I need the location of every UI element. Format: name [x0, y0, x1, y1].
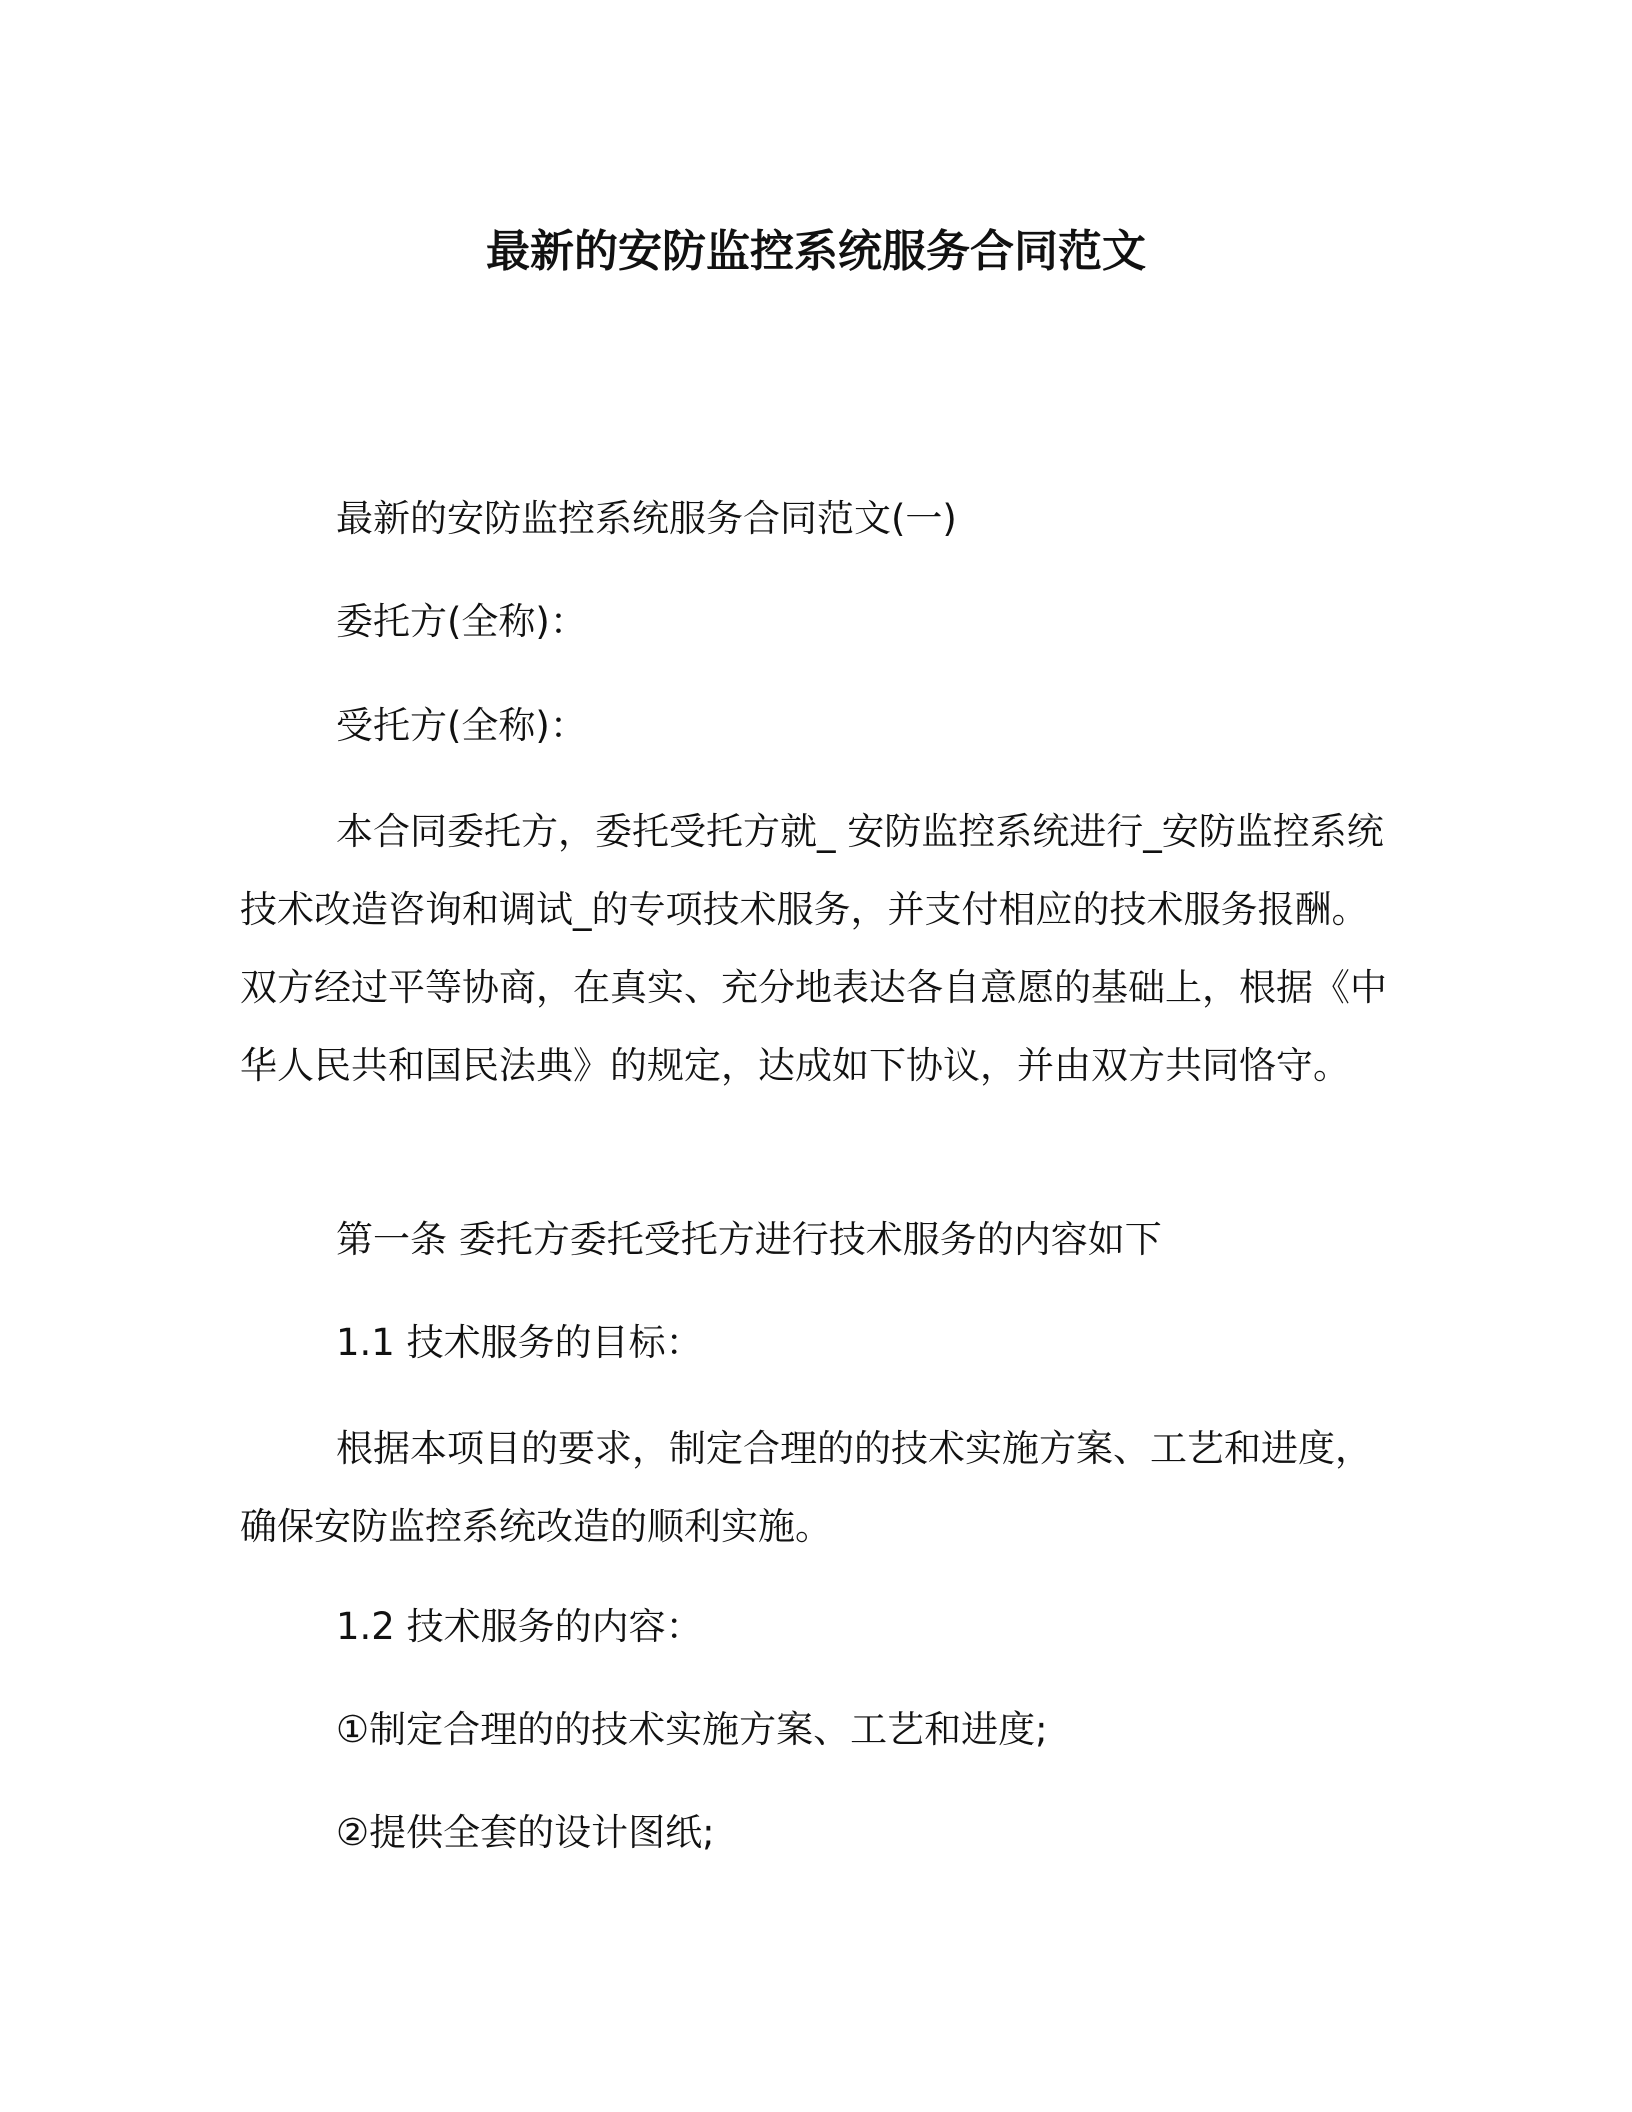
list-item-2: ②提供全套的设计图纸;	[336, 1811, 715, 1854]
article-one-heading: 第一条 委托方委托受托方进行技术服务的内容如下	[336, 1218, 1162, 1261]
section-1-1-heading: 1.1 技术服务的目标：	[336, 1321, 703, 1364]
document-title: 最新的安防监控系统服务合同范文	[486, 226, 1146, 277]
list-item-1: ①制定合理的的技术实施方案、工艺和进度;	[336, 1708, 1048, 1751]
intro-paragraph: 本合同委托方，委托受托方就_ 安防监控系统进行_安防监控系统技术改造咨询和调试_的专项技术服务，并支付相应的技术服务报酬。双方经过平等协商，在真实、充分地表达各自意愿的基础上，根据《中华人民共和国民法典》的规定，达成如下协议，并由双方共同恪守。	[240, 810, 1387, 1087]
section-1-1-body: 根据本项目的要求，制定合理的的技术实施方案、工艺和进度，确保安防监控系统改造的顺利实施。	[240, 1427, 1372, 1548]
contract-subtitle: 最新的安防监控系统服务合同范文(一)	[336, 497, 957, 540]
section-1-2-heading: 1.2 技术服务的内容：	[336, 1605, 703, 1648]
contractor-label: 受托方(全称)：	[336, 704, 587, 747]
client-label: 委托方(全称)：	[336, 600, 587, 643]
